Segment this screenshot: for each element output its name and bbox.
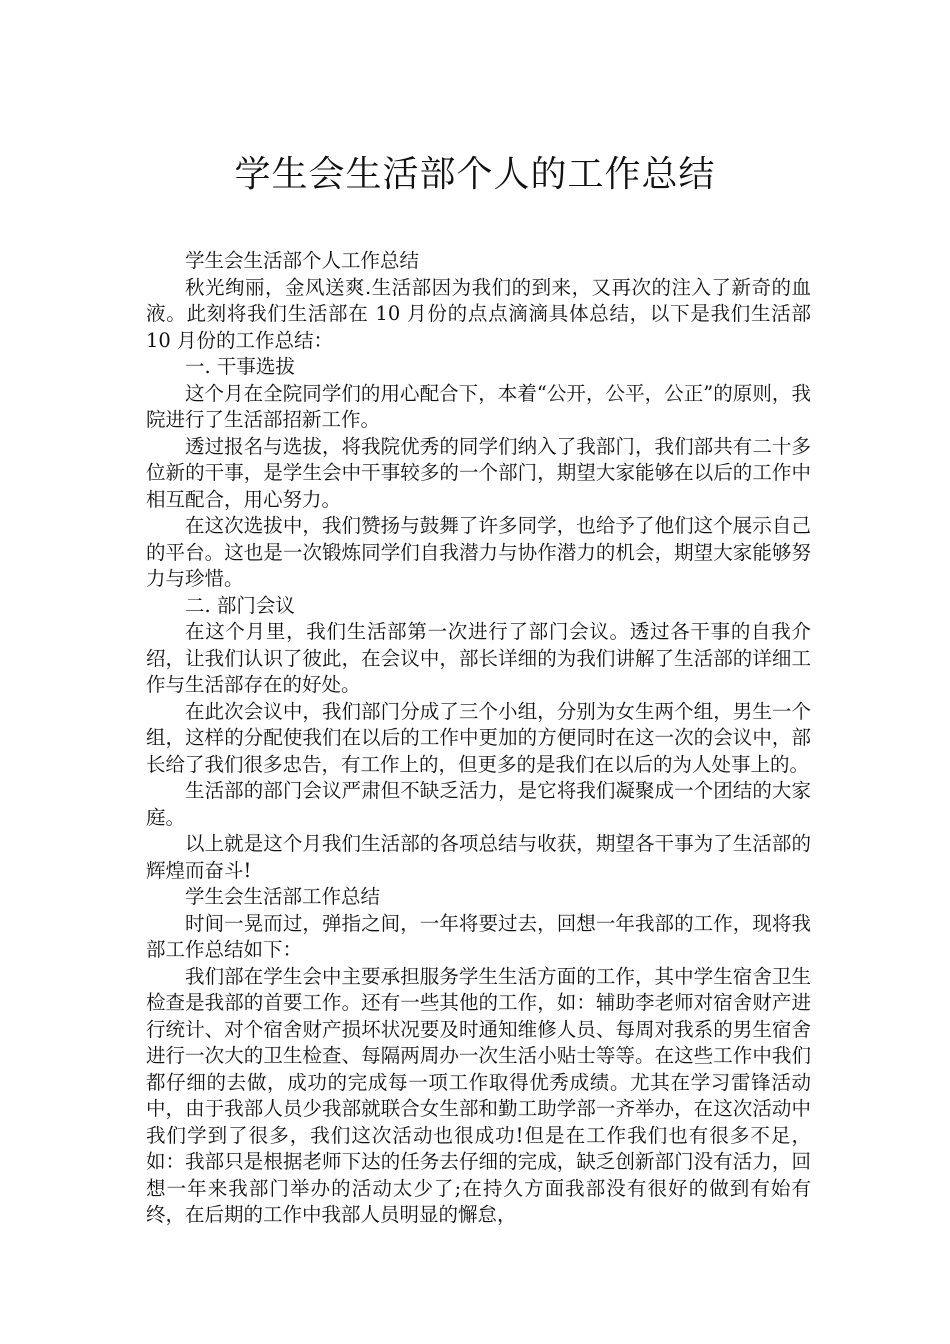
document-title: 学生会生活部个人的工作总结 [234,154,716,196]
paragraph: 在这次选拔中，我们赞扬与鼓舞了许多同学，也给予了他们这个展示自己的平台。这也是一次锻炼同学们自我潜力与协作潜力的机会，期望大家能够努力与珍惜。 [146,514,811,590]
paragraph: 秋光绚丽，金风送爽.生活部因为我们的到来，又再次的注入了新奇的血液。此刻将我们生活部在 10 月份的点点滴滴具体总结，以下是我们生活部 10 月份的工作总结： [146,275,811,352]
section-heading-2: 二. 部门会议 [185,593,295,617]
paragraph: 在此次会议中，我们部门分成了三个小组，分别为女生两个组，男生一个组，这样的分配使我们在以后的工作中更加的方便同时在这一次的会议中，部长给了我们很多忠告，有工作上的，但更多的是我们在以后的为人处事上的。 [146,699,811,776]
paragraph: 这个月在全院同学们的用心配合下，本着“公开，公平，公正”的原则，我院进行了生活部招新工作。 [146,381,811,431]
section-heading-1: 一. 干事选拔 [185,355,295,378]
document-body [146,248,811,1229]
paragraph-heading-2: 学生会生活部工作总结 [185,885,381,908]
paragraph-heading-1: 学生会生活部个人工作总结 [185,249,420,272]
paragraph: 生活部的部门会议严肃但不缺乏活力，是它将我们凝聚成一个团结的大家庭。 [146,779,811,829]
paragraph: 透过报名与选拔，将我院优秀的同学们纳入了我部门，我们部共有二十多位新的干事，是学生会中干事较多的一个部门，期望大家能够在以后的工作中相互配合，用心努力。 [146,434,811,511]
paragraph: 在这个月里，我们生活部第一次进行了部门会议。透过各干事的自我介绍，让我们认识了彼此，在会议中，部长详细的为我们讲解了生活部的详细工作与生活部存在的好处。 [146,620,811,696]
paragraph: 我们部在学生会中主要承担服务学生生活方面的工作，其中学生宿舍卫生检查是我部的首要工作。还有一些其他的工作，如：辅助李老师对宿舍财产进行统计、对个宿舍财产损坏状况要及时通知维修人员、每周对我系的男生宿舍进行一次大的卫生检查、每隔两周办一次生活小贴士等等。在这些工作中我们都仔细的去做，成功的完成每一项工作取得优秀成绩。尤其在学习雷锋活动中，由于我部人员少我部就联合女生部和勤工助学部一齐举办，在这次活动中我们学到了很多，我们这次活动也很成功!但是在工作我们也有很多不足，如：我部只是根据老师下达的任务去仔细的完成，缺乏创新部门没有活力，回想一年来我部门举办的活动太少了;在持久方面我部没有很好的做到有始有终，在后期的工作中我部人员明显的懈怠， [146,964,811,1226]
paragraph: 时间一晃而过，弹指之间，一年将要过去，回想一年我部的工作，现将我部工作总结如下： [146,911,811,961]
paragraph: 以上就是这个月我们生活部的各项总结与收获，期望各干事为了生活部的辉煌而奋斗! [146,832,811,882]
